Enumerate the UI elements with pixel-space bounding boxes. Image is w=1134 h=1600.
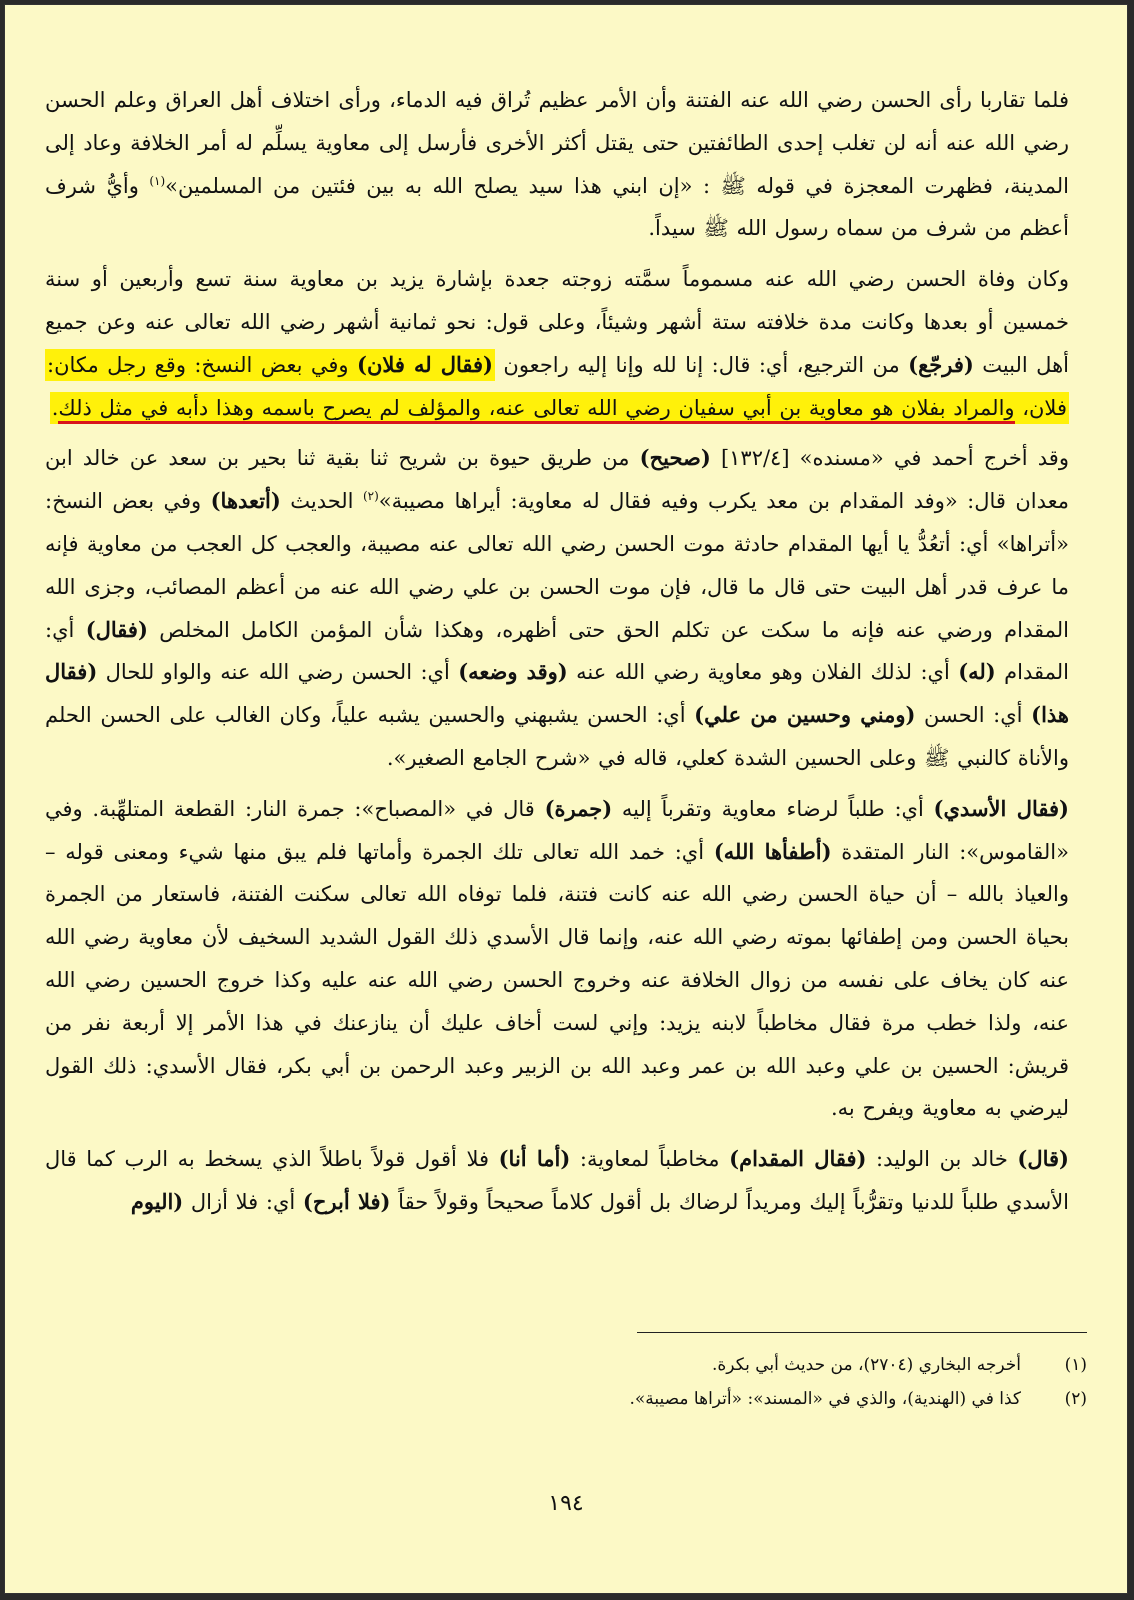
book-page bbox=[4, 4, 1128, 1594]
bold-term: (فقال له فلان) bbox=[357, 351, 493, 377]
footnote-text: أخرجه البخاري (٢٧٠٤)، من حديث أبي بكرة. bbox=[712, 1355, 1021, 1375]
bold-term: (فقال) bbox=[85, 616, 148, 642]
p1-text: فلما تقاربا رأى الحسن رضي الله عنه الفتنة وأن الأمر عظيم تُراق فيه الدماء، ورأى اختلاف أهل العراق وعلم الحسن رضي الله عنه أنه لن تغلب إحدى الطائفتين حتى يقتل أكثر الأخرى فأرسل إلى معاوية يسلِّم له أمر الخلافة وعاد إلى المدينة، فظهرت المعجزة في قوله ﷺ : «إن ابني هذا سيد يصلح الله به بين فئتين من المسلمين» bbox=[45, 88, 1069, 198]
footnote-divider bbox=[637, 1332, 1087, 1333]
highlighted-passage: (فقال له فلان) وفي بعض النسخ: وقع رجل مكان: فلان، والمراد بفلان هو معاوية بن أبي سفيان رضي الله تعالى عنه، والمؤلف لم يصرح باسمه وهذا دأبه في مثل ذلك. bbox=[45, 349, 1069, 424]
bold-term: (فقال الأسدي) bbox=[933, 795, 1069, 821]
bold-term: (أما أنا) bbox=[498, 1146, 571, 1172]
paragraph-1 bbox=[45, 79, 1087, 250]
footnote-text: كذا في (الهندية)، والذي في «المسند»: «أتراها مصيبة». bbox=[629, 1389, 1021, 1409]
footnotes bbox=[45, 1348, 1087, 1416]
bold-term: (اليوم bbox=[130, 1188, 184, 1214]
bold-term: (جمرة) bbox=[544, 795, 613, 821]
bold-term: (ومني وحسين من علي) bbox=[694, 702, 916, 728]
paragraph-2 bbox=[45, 258, 1087, 429]
footnote-number: (٢) bbox=[1064, 1389, 1087, 1409]
paragraph-3: وقد أخرج أحمد في «مسنده» [١٣٢/٤] (صحيح) من طريق حيوة بن شريح ثنا بقية ثنا بحير بن سعد عن خالد ابن معدان قال: «وفد المقدام بن معد يكرب وفيه فقال له معاوية: أيراها مصيبة»$^{(٢)}$ الحديث (أتعدها) وفي بعض النسخ: «أتراها» أي: أتعُدُّ يا أيها المقدام حادثة موت الحسن رضي الله تعالى عنه مصيبة، والعجب كل العجب من معاوية فإنه ما عرف قدر أهل البيت حتى قال ما قال، فإن موت الحسن بن علي رضي الله عنه من أعظم المصائب، وجزى الله المقدام ورضي عنه فإنه ما سكت عن تكلم الحق حتى أظهره، وهكذا شأن المؤمن الكامل المخلص (فقال) أي: المقدام (له) أي: لذلك الفلان وهو معاوية رضي الله عنه (وقد وضعه) أي: الحسن رضي الله عنه والواو للحال (فقال هذا) أي: الحسن (ومني وحسين من علي) أي: الحسن يشبهني والحسين يشبه علياً، وكان الغالب على الحسن الحلم والأناة كالنبي ﷺ وعلى الحسين الشدة كعلي، قاله في «شرح الجامع الصغير». bbox=[45, 445, 1070, 770]
paragraph-5: (قال) خالد بن الوليد: (فقال المقدام) مخاطباً لمعاوية: (أما أنا) فلا أقول قولاً باطلاً الذي يسخط به الرب كما قال الأسدي طلباً للدنيا وتقرُّباً إليك ومريداً لرضاك بل أقول كلاماً صحيحاً وقولاً حقاً (فلا أبرح) أي: فلا أزال (اليوم bbox=[45, 1146, 1069, 1214]
bold-term: (فرجّع) bbox=[908, 351, 974, 377]
p2-text-a: وكان وفاة الحسن رضي الله عنه مسموماً سمَّته زوجته جعدة بإشارة يزيد بن معاوية سنة تسع وأربعين أو سنة خمسين أو بعدها وكانت مدة خلافته ستة أشهر وشيئاً، وعلى قول: نحو ثمانية أشهر رضي الله تعالى عنه وعن جميع أهل البيت bbox=[45, 267, 1069, 377]
footnote-2 bbox=[45, 1382, 1087, 1416]
paragraph-4: (فقال الأسدي) أي: طلباً لرضاء معاوية وتقرباً إليه (جمرة) قال في «المصباح»: جمرة النار: القطعة المتلهِّبة. وفي «القاموس»: النار المتقدة (أطفأها الله) أي: خمد الله تعالى تلك الجمرة وأماتها فلم يبق منها شيء ومعنى قوله – والعياذ بالله – أن حياة الحسن رضي الله عنه كانت فتنة، فلما توفاه الله تعالى سكنت الفتنة، فاستعار من الجمرة بحياة الحسن ومن إطفائها بموته رضي الله عنه، وإنما قال الأسدي ذلك القول الشديد السخيف لأن معاوية رضي الله عنه كان يخاف على نفسه من زوال الخلافة عنه وخروج الحسن رضي الله عنه عليه وكذا خروج الحسين رضي الله عنه، ولذا خطب مرة فقال مخاطباً لابنه يزيد: وإني لست أخاف عليك أن ينازعنك في هذا الأمر إلا أربعة نفر من قريش: الحسين بن علي وعبد الله بن عمر وعبد الله بن الزبير وعبد الرحمن بن أبي بكر، فقال الأسدي: ذلك القول ليرضي به معاوية ويفرح به. bbox=[45, 795, 1069, 1121]
bold-term: (وقد وضعه) bbox=[458, 659, 568, 685]
p2-text-c: من الترجيع، أي: قال: إنا لله وإنا إليه راجعون bbox=[494, 352, 909, 377]
red-underlined-text: والمراد بفلان هو معاوية بن أبي سفيان رضي الله تعالى عنه، والمؤلف لم يصرح باسمه وهذا دأبه في مثل ذلك bbox=[58, 396, 1014, 424]
bold-term: (فلا أبرح) bbox=[302, 1188, 391, 1214]
highlight-text: وفي بعض النسخ: وقع رجل مكان: فلان، bbox=[47, 352, 1067, 420]
page-number: ١٩٤ bbox=[548, 1491, 584, 1516]
footnote-ref-2[interactable]: (٢) bbox=[362, 489, 379, 504]
bold-term: (فقال المقدام) bbox=[729, 1146, 867, 1172]
bold-term: (أطفأها الله) bbox=[713, 838, 832, 864]
bold-term: (فقال هذا) bbox=[45, 659, 1070, 728]
bold-term: (أتعدها) bbox=[210, 488, 281, 514]
footnote-1 bbox=[45, 1348, 1087, 1382]
main-text bbox=[45, 79, 1087, 1224]
bold-term: (صحيح) bbox=[639, 445, 711, 471]
bold-term: (قال) bbox=[1017, 1146, 1069, 1172]
bold-term: (له) bbox=[958, 659, 996, 685]
p1-end: وأيُّ شرف أعظم من شرف من سماه رسول الله ﷺ سيداً. bbox=[45, 173, 1069, 241]
footnote-ref-1[interactable]: (١) bbox=[149, 173, 166, 188]
footnote-number: (١) bbox=[1064, 1355, 1087, 1375]
